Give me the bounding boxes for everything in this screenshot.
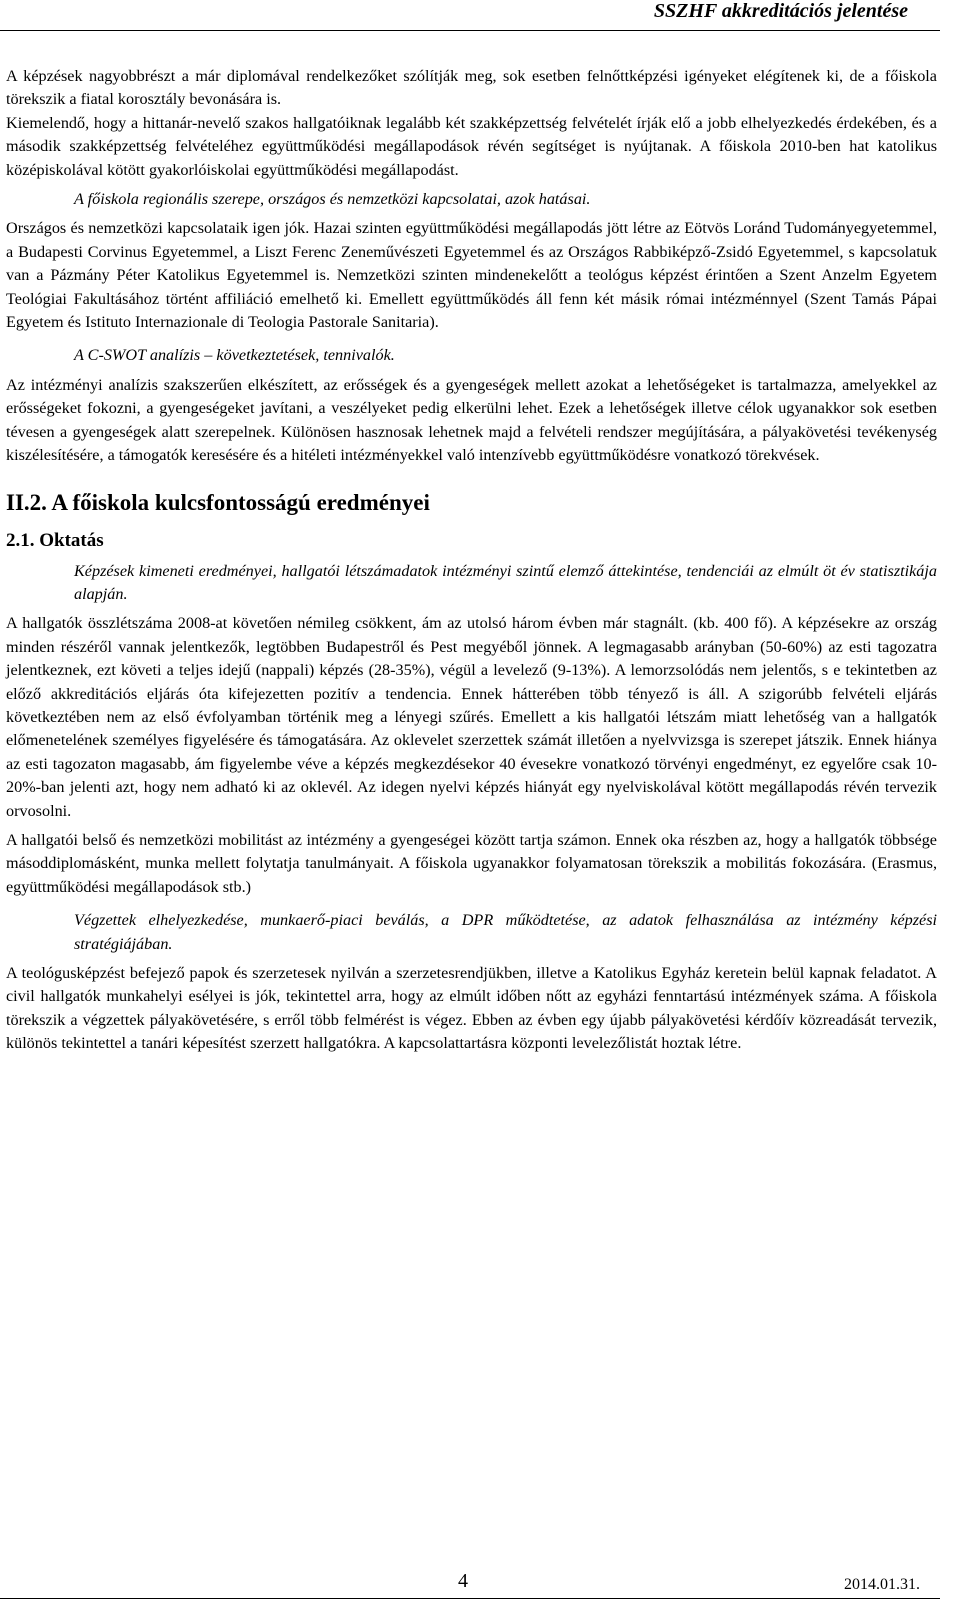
section-heading-key-results: II.2. A főiskola kulcsfontosságú eredményei (6, 489, 430, 515)
subheading-regional-role: A főiskola regionális szerepe, országos és nemzetközi kapcsolatai, azok hatásai. (74, 190, 591, 209)
paragraph-graduate-careers: A teológusképzést befejező papok és szerzetesek nyilván a szerzetesrendjükben, illetve a Katolikus Egyház keretein belül kapnak feladatot. A civil hallgatók munkahelyi esélyei is jók, tekintettel arra, hogy az elmúlt időben nőtt az egyházi fenntartású intézmények száma. A főiskola törekszik a végzettek pályakövetésére, s erről több felmérést is végez. Ebben az évben egy újabb pályakövetési kérdőív közreadását tervezik, különös tekintettel a tanári képesítést szerzett hallgatókra. A kapcsolattartásra központi levelezőlistát hoztak létre. (6, 964, 937, 1053)
paragraph-dual-qualification: Kiemelendő, hogy a hittanár-nevelő szakos hallgatóiknak legalább két szakképzettség felvételét írják elő a jobb elhelyezkedés érdekében, és a második szakképzettség felvételéhez együttműködési megállapodások révén segítséget is nyújtanak. A főiskola 2010-ben hat katolikus középiskolával kötött gyakorlóiskolai együttműködési megállapodást. (6, 113, 937, 179)
running-header: SSZHF akkreditációs jelentése (653, 0, 908, 22)
subheading-cswot: A C-SWOT analízis – következtetések, tennivalók. (74, 346, 395, 365)
paragraph-analysis: Az intézményi analízis szakszerűen elkészített, az erősségek és a gyengeségek mellett azokat a lehetőségeket is tartalmazza, amelyekkel az erősségeket fokozni, a gyengeségeket javítani, a veszélyeket pedig elkerülni lehet. Ezek a lehetőségek illetve célok ugyanakkor sok esetben tévesen a gyengeségek alatt szerepelnek. Különösen hasznosak lehetnek majd a felvételi rendszer megújítására, a pályakövetési tevékenység kiszélesítésére, a támogatók keresésére és a hitéleti intézményekkel való intenzívebb együttműködésre vonatkozó törekvések. (6, 375, 937, 465)
footer-rule (0, 1598, 940, 1599)
section-heading-education: 2.1. Oktatás (6, 529, 104, 551)
header-rule (0, 30, 940, 31)
paragraph-relations: Országos és nemzetközi kapcsolataik igen jók. Hazai szinten együttműködési megállapodás jött létre az Eötvös Loránd Tudományegyetemmel, a Budapesti Corvinus Egyetemmel, a Liszt Ferenc Zeneművészeti Egyetemmel és az Országos Rabbiképző-Zsidó Egyetemmel, s kapcsolatuk van a Pázmány Péter Katolikus Egyetemmel is. Nemzetközi szinten mindenekelőtt a teológus képzést érintően a Szent Anzelm Egyetem Teológiai Fakultásához történt affiliáció emelhető ki. Emellett együttműködés áll fenn két másik római intézménnyel (Szent Tamás Pápai Egyetem és Istituto Internazionale di Teologia Pastorale Sanitaria). (6, 219, 937, 332)
paragraph-mobility: A hallgatói belső és nemzetközi mobilitást az intézmény a gyengeségei között tartja számon. Ennek oka részben az, hogy a hallgatók többsége másoddiplomásként, munka mellett folytatja tanulmányait. A főiskola ugyanakkor folyamatosan törekszik a mobilitás fokozására. (Erasmus, együttműködési megállapodások stb.) (6, 830, 937, 896)
footer-date: 2014.01.31. (844, 1576, 920, 1593)
paragraph-training-audience: A képzések nagyobbrészt a már diplomával rendelkezőket szólítják meg, sok esetben felnőttképzési igényeket elégítenek ki, de a főiskola törekszik a fiatal korosztály bevonására is. (6, 67, 937, 109)
page-number: 4 (458, 1570, 468, 1592)
subheading-graduate-employment: Végzettek elhelyezkedése, munkaerő-piaci beválás, a DPR működtetése, az adatok felhasználása az intézmény képzési stratégiájában. (74, 911, 937, 953)
paragraph-student-numbers: A hallgatók összlétszáma 2008-at követően némileg csökkent, ám az utolsó három évben már stagnált. (kb. 400 fő). A képzésekre az ország minden részéről vannak jelentkezők, legtöbben Budapestről és Pest megyéből jönnek. A legmagasabb arányban (50-60%) az esti tagozatra jelentkeznek, ezt követi a teljes idejű (nappali) képzés (28-35%), végül a levelező (9-13%). A lemorzsolódás nem jelentős, s e tekintetben az előző akkreditációs eljárás óta kifejezetten pozitív a tendencia. Ennek hátterében több tényező is áll. A szigorúbb felvételi eljárás következtében nem az első évfolyamban történik meg a lényegi szűrés. Emellett a kis hallgatói létszám miatt lehetőség van a hallgatók előmenetelének személyes figyelésére és támogatására. Az oklevelet szerzettek számát illetően a nyelvvizsga is szerepet játszik. Ennek hiánya az esti tagozaton magasabb, ám figyelembe véve a képzés megkezdésekor 40 évesekre vonatkozó törvényi engedményt, ez egyelőre csak 10-20%-ban jelenti azt, hogy nem adható ki az oklevél. Az idegen nyelvi képzés hiányát egy nyelviskolával kötött megállapodás révén tervezik orvosolni. (6, 614, 937, 820)
document-body (6, 65, 937, 1056)
subheading-output-results: Képzések kimeneti eredményei, hallgatói létszámadatok intézményi szintű elemző áttekintése, tendenciái az elmúlt öt év statisztikája alapján. (74, 561, 937, 603)
